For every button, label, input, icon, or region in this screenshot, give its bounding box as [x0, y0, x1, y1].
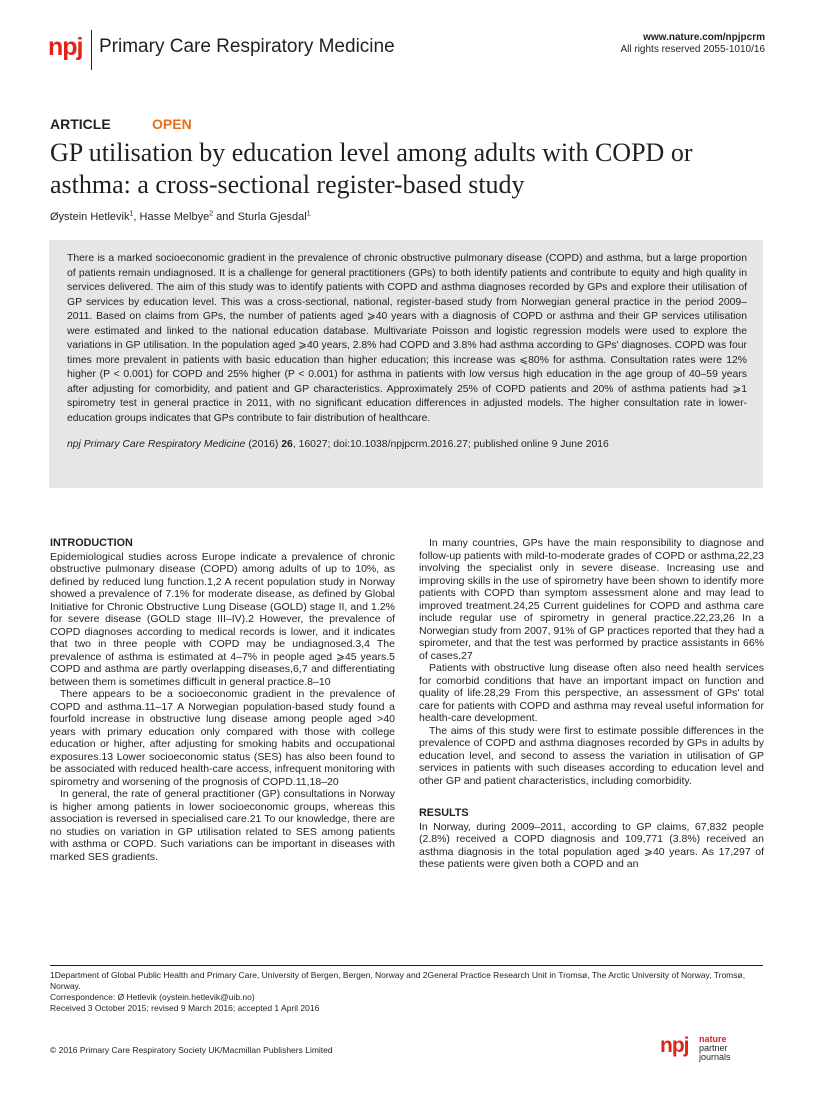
author-name[interactable]: Øystein Hetlevik [50, 211, 130, 223]
citation-volume: 26 [281, 439, 293, 450]
citation-line [67, 438, 747, 452]
correspondence: Correspondence: Ø Hetlevik (oystein.hetlevik@uib.no) [50, 992, 255, 1002]
author-affiliation: 2 [209, 210, 214, 218]
intro-paragraph: Epidemiological studies across Europe indicate a prevalence of chronic obstructive pulmonary disease (COPD) among adults of up to 10%, as defined by reduced lung function.1,2 A recent population study in Norway showed a prevalence of 7.1% for moderate disease, as defined by Global Initiative for Chronic Obstructive Lung Disease (GOLD) stage II, and 1.2% for severe disease (GOLD stage III–IV).2 However, the prevalence of COPD diagnoses according to medical records is lower, and it indicates that two in three people with COPD may be undiagnosed.3,4 The prevalence of asthma is estimated at 4–7% in people aged ⩾45 years.5 COPD and asthma are partly overlapping diseases,6,7 and differentiating between them is sometimes difficult in general practice.8–10 [50, 550, 395, 688]
footnotes [50, 970, 765, 1014]
partner-line: nature [699, 1034, 727, 1044]
intro-paragraph: In many countries, GPs have the main responsibility to diagnose and follow-up patients with mild-to-moderate grades of COPD or asthma,22,23 involving the specialist only in severe disease. Increasing use and improving skills in the use of spirometry have been shown to identify more patients with COPD than symptom assessment alone and may lead to improved treatment.24,25 Current guidelines for COPD and asthma care include regular use of spirometry in general practice.22,23,26 In a Norwegian study from 2007, 91% of GP practices reported that they had a spirometer, and that the test was performed by practice assistants in 66% of cases.27 [419, 537, 764, 662]
article-title: GP utilisation by education level among adults with COPD or asthma: a cross-sectional register-based study [50, 138, 693, 199]
intro-paragraph: Patients with obstructive lung disease often also need health services for comorbid conditions that have an important impact on function and quality of life.28,29 From this perspective, an assessment of GPs' total care for patients with COPD and asthma may reveal useful information for health-care development. [419, 662, 764, 724]
copyright-notice: © 2016 Primary Care Respiratory Society UK/Macmillan Publishers Limited [50, 1045, 333, 1055]
author-list: Øystein Hetlevik$^1$, Hasse Melbye$^2$ and Sturla Gjesdal$^1$ [50, 210, 311, 223]
received-dates: Received 3 October 2015; revised 9 March 2016; accepted 1 April 2016 [50, 1003, 320, 1013]
npj-footer-logo: npj [660, 1034, 689, 1057]
right-column [419, 537, 764, 871]
npj-logo: npj [48, 33, 83, 61]
nature-partner-journals-logo [699, 1035, 731, 1062]
open-access-label: OPEN [152, 116, 192, 132]
intro-paragraph: The aims of this study were first to estimate possible differences in the prevalence of COPD and asthma diagnoses recorded by GPs in adults by education level, and second to assess the variation in utilisation of GP services in patients with such diseases according to education level and other GP and patient characteristics, including comorbidity. [419, 724, 764, 787]
author-name[interactable]: Hasse Melbye [139, 211, 210, 223]
author-affiliation: 1 [129, 210, 134, 218]
header-info [620, 32, 765, 56]
partner-line: partner [699, 1043, 728, 1053]
abstract-box [49, 240, 763, 488]
rights-notice: All rights reserved 2055-1010/16 [620, 44, 765, 55]
journal-url[interactable]: www.nature.com/npjpcrm [643, 32, 765, 43]
citation-year: (2016) [248, 439, 279, 450]
citation-journal: npj Primary Care Respiratory Medicine [67, 439, 246, 450]
logo-divider [91, 30, 92, 70]
intro-paragraph: In general, the rate of general practitioner (GP) consultations in Norway is higher among patients in lower socioeconomic groups, whereas this association is reversed in specialised care.21 To our knowledge, there are no studies on variation in GP utilisation related to SES among patients with asthma or COPD. Such variations can be important in diseases with marked SES gradients. [50, 788, 395, 863]
abstract-text: There is a marked socioeconomic gradient in the prevalence of chronic obstructive pulmonary disease (COPD) and asthma, but a large proportion of patients remain undiagnosed. It is a challenge for general practitioners (GPs) to both identify patients and contribute to equity and high quality in services delivered. The aim of this study was to identify patients with COPD and asthma diagnoses recorded by GPs and explore their utilisation of GP services by education level. This was a cross-sectional, national, register-based study from Norwegian general practice in the period 2009–2011. Based on claims from GPs, the number of patients aged ⩾40 years with a diagnosis of COPD or asthma and their GP services utilisation were estimated and linked to the national education database. Multivariate Poisson and logistic regression models were used to explore the variations in GP utilisation. In the population aged ⩾40 years, 2.8% had COPD and 3.8% had asthma according to GPs' diagnoses. COPD was four times more prevalent in patients with basic education than higher education; this increase was ⩽80% for asthma. Consultation rates were 12% higher (P < 0.001) for COPD and 25% higher (P < 0.001) for asthma in patients with low versus high education in the age group of 40–59 years after adjusting for comorbidity, and patient and GP characteristics. Approximately 25% of COPD patients and 20% of asthma patients had ⩾1 spirometry test in general practice in 2011, with no significant education differences in adjusted models. The higher consultation rate in lower-education groups indicates that GPs contribute to fair distribution of healthcare. [67, 253, 747, 424]
footnote-divider [50, 965, 763, 966]
section-heading-introduction: INTRODUCTION [50, 537, 133, 549]
citation-details: , 16027; doi:10.1038/npjpcrm.2016.27; published online 9 June 2016 [292, 439, 609, 450]
partner-line: journals [699, 1052, 731, 1062]
author-name[interactable]: Sturla Gjesdal [237, 211, 307, 223]
affiliations: 1Department of Global Public Health and Primary Care, University of Bergen, Bergen, Norway and 2General Practice Research Unit in Tromsø, The Arctic University of Norway, Tromsø, Norway. [50, 970, 746, 991]
results-paragraph: In Norway, during 2009–2011, according to GP claims, 67,832 people (2.8%) received a COPD diagnosis and 109,771 (3.8%) received an asthma diagnosis in the total population aged ⩾40 years. As 17,297 of these patients were given both a COPD and an [419, 820, 764, 870]
article-type-label: ARTICLE [50, 116, 111, 132]
author-affiliation: 1 [306, 210, 311, 218]
intro-paragraph: There appears to be a socioeconomic gradient in the prevalence of COPD and asthma.11–17 A Norwegian population-based study found a fourfold increase in obstructive lung disease among people aged >40 years with primary education only compared with those with college education or higher, after adjusting for smoking habits and occupational exposures.13 Lower socioeconomic status (SES) has also been found to be associated with reduced health-care access, infrequent monitoring with spirometry and worsening of the prognosis of COPD.11,18–20 [50, 688, 395, 788]
journal-title: Primary Care Respiratory Medicine [99, 36, 395, 57]
left-column [50, 537, 395, 863]
section-heading-results: RESULTS [419, 807, 469, 819]
